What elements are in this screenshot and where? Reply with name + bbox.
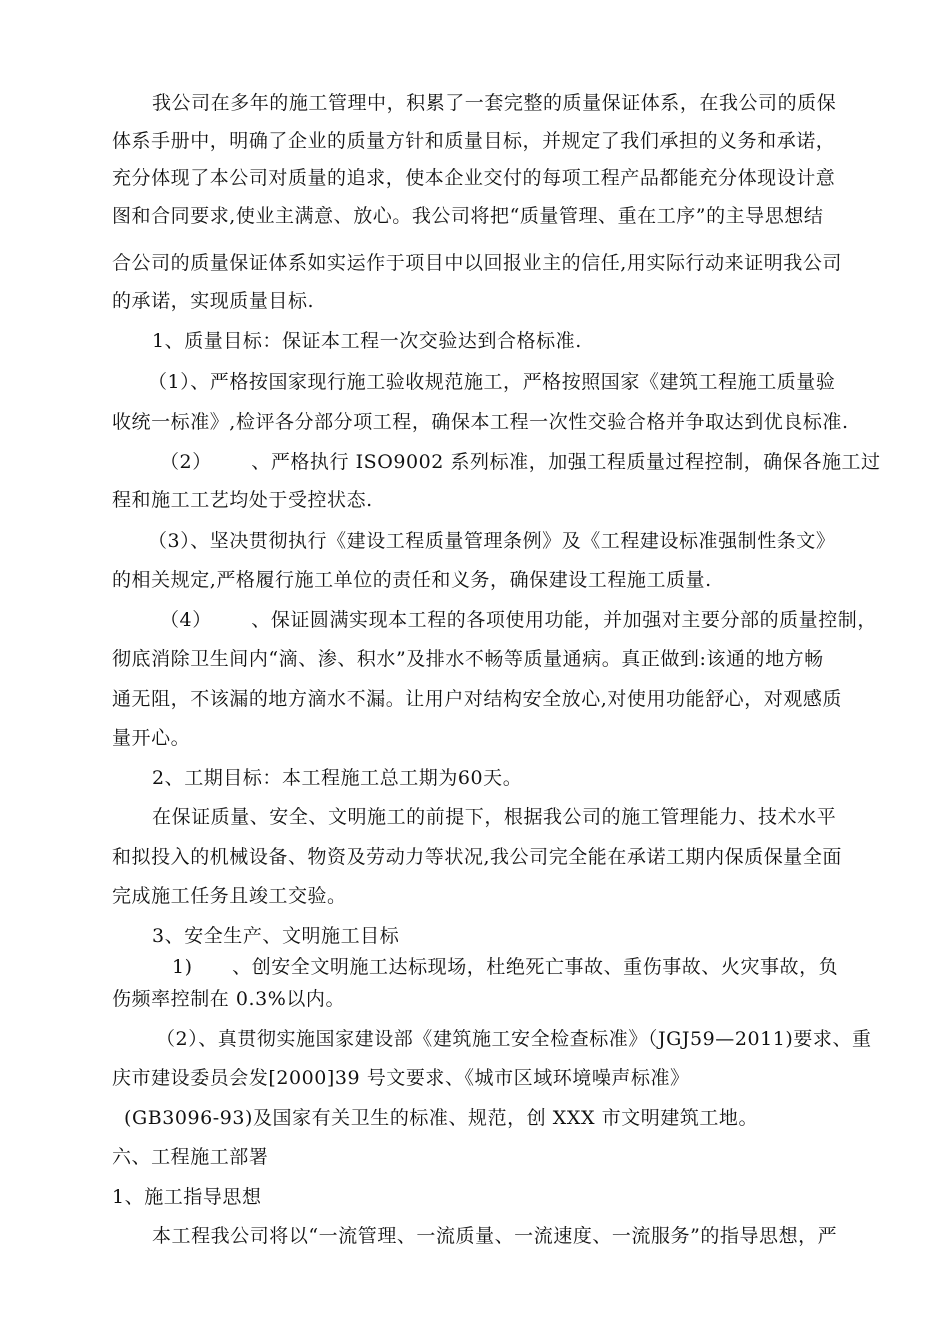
safety-item-2-line-1: （2）、真贯彻实施国家建设部《建筑施工安全检查标准》（JGJ59—2011)要求、重 xyxy=(156,1028,872,1050)
safety-item-2-line-2: 庆市建设委员会发[2000]39 号文要求、《城市区域环境噪声标准》 xyxy=(112,1067,690,1089)
safety-goal-heading: 3、安全生产、文明施工目标 xyxy=(152,925,400,947)
quality-goal-heading: 1、质量目标：保证本工程一次交验达到合格标准. xyxy=(152,330,582,352)
paragraph-line-intro-6: 的承诺，实现质量目标. xyxy=(112,290,315,312)
paragraph-line-intro-2: 体系手册中，明确了企业的质量方针和质量目标，并规定了我们承担的义务和承诺， xyxy=(112,130,836,152)
section-six-heading: 六、工程施工部署 xyxy=(112,1146,269,1168)
quality-item-2-line-1: （2） 、严格执行 ISO9002 系列标准，加强工程质量过程控制，确保各施工过 xyxy=(160,451,881,473)
quality-item-4-line-3: 通无阻，不该漏的地方滴水不漏。让用户对结构安全放心,对使用功能舒心，对观感质 xyxy=(112,688,842,710)
schedule-para-line-3: 完成施工任务且竣工交验。 xyxy=(112,885,347,907)
quality-item-4-line-4: 量开心。 xyxy=(112,727,191,749)
safety-item-1-line-1: 1) 、创安全文明施工达标现场，杜绝死亡事故、重伤事故、火灾事故，负 xyxy=(172,956,839,978)
schedule-para-line-2: 和拟投入的机械设备、物资及劳动力等状况,我公司完全能在承诺工期内保质保量全面 xyxy=(112,846,842,868)
paragraph-line-intro-4: 图和合同要求,使业主满意、放心。我公司将把“质量管理、重在工序”的主导思想结 xyxy=(112,205,824,227)
safety-item-2-line-3: (GB3096-93)及国家有关卫生的标准、规范，创 XXX 市文明建筑工地。 xyxy=(124,1107,759,1129)
guiding-idea-line-1: 本工程我公司将以“一流管理、一流质量、一流速度、一流服务”的指导思想，严 xyxy=(152,1225,838,1247)
paragraph-line-intro-5: 合公司的质量保证体系如实运作于项目中以回报业主的信任,用实际行动来证明我公司 xyxy=(112,252,842,274)
guiding-idea-heading: 1、施工指导思想 xyxy=(112,1186,262,1208)
paragraph-line-intro-3: 充分体现了本公司对质量的追求，使本企业交付的每项工程产品都能充分体现设计意 xyxy=(112,167,836,189)
schedule-goal-heading: 2、工期目标：本工程施工总工期为60天。 xyxy=(152,767,523,789)
schedule-para-line-1: 在保证质量、安全、文明施工的前提下，根据我公司的施工管理能力、技术水平 xyxy=(152,806,837,828)
quality-item-2-line-2: 程和施工工艺均处于受控状态. xyxy=(112,489,373,511)
quality-item-1-line-1: （1）、严格按国家现行施工验收规范施工，严格按照国家《建筑工程施工质量验 xyxy=(148,371,836,393)
quality-item-4-line-2: 彻底消除卫生间内“滴、渗、积水”及排水不畅等质量通病。真正做到:该通的地方畅 xyxy=(112,648,824,670)
safety-item-1-line-2: 伤频率控制在 0.3%以内。 xyxy=(112,988,346,1010)
quality-item-3-line-2: 的相关规定,严格履行施工单位的责任和义务，确保建设工程施工质量. xyxy=(112,569,712,591)
paragraph-line-intro-1: 我公司在多年的施工管理中，积累了一套完整的质量保证体系，在我公司的质保 xyxy=(152,92,837,114)
quality-item-4-line-1: （4） 、保证圆满实现本工程的各项使用功能，并加强对主要分部的质量控制， xyxy=(160,609,877,631)
quality-item-1-line-2: 收统一标准》,检评各分部分项工程，确保本工程一次性交验合格并争取达到优良标准. xyxy=(112,411,849,433)
quality-item-3-line-1: （3）、坚决贯彻执行《建设工程质量管理条例》及《工程建设标准强制性条文》 xyxy=(148,530,836,552)
